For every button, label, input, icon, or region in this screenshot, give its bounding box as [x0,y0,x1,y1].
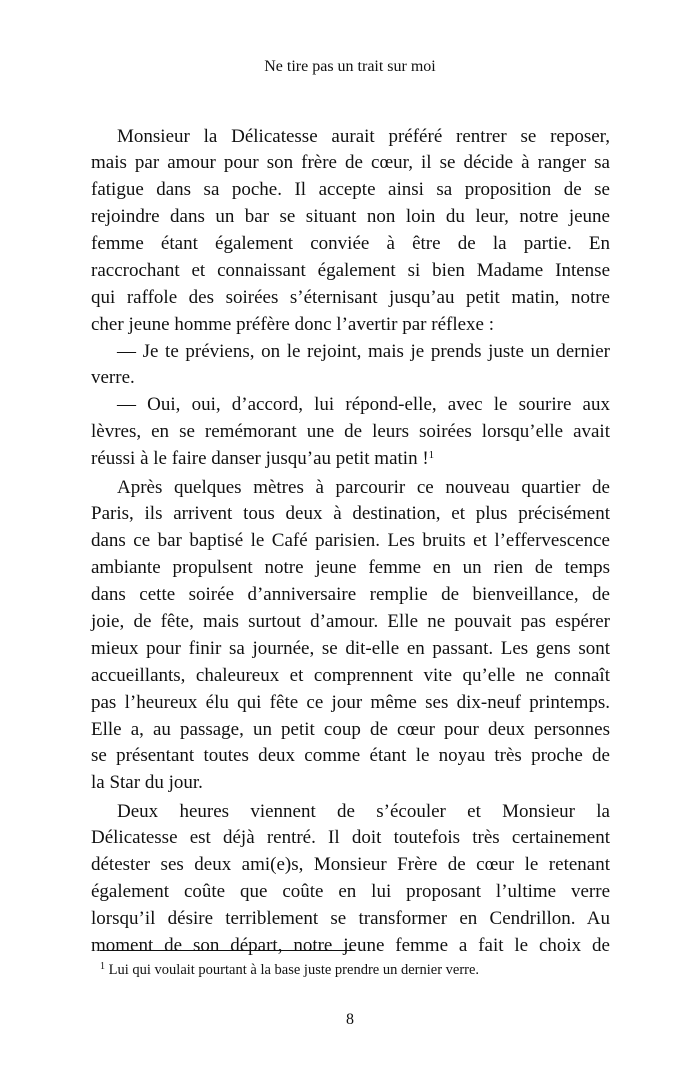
text-line-content: mieux pour finir sa journée, se dit-elle en passant. Les gens sont [91,637,610,659]
text-line [91,124,610,151]
text-line-content: ambiante propulsent notre jeune femme en un rien de temps [91,557,610,579]
text-line-content: femme étant également conviée à être de la partie. En [91,233,610,255]
text-line-content: lèvres, en se remémorant une de leurs soirées lorsqu’elle avait [91,421,610,443]
paragraph-3 [91,799,610,960]
running-header: Ne tire pas un trait sur moi [264,58,436,75]
text-line [91,501,610,528]
text-line [91,475,610,502]
text-line-content: également coûte que coûte en lui proposant l’ultime verre [91,881,610,903]
text-line-content: réussi à le faire danser jusqu’au petit matin ! [91,448,429,470]
text-line-content: fatigue dans sa poche. Il accepte ainsi sa proposition de se [91,179,610,201]
footnote-reference: 1 [428,449,435,462]
text-line-content: détester ses deux ami(e)s, Monsieur Frère de cœur le retenant [91,854,610,876]
text-line [91,528,610,555]
text-line-content: Elle a, au passage, un petit coup de cœur pour deux personnes [91,718,610,740]
footnote [100,962,479,979]
text-line-content: Paris, ils arrivent tous deux à destination, et plus précisément [91,503,610,525]
footnote-number: 1 [100,961,105,972]
text-line-content: Après quelques mètres à parcourir ce nouveau quartier de [117,476,610,498]
text-line-content: mais par amour pour son frère de cœur, il se décide à ranger sa [91,152,610,174]
text-line-content: joie, de fête, mais surtout d’amour. Elle ne pouvait pas espérer [91,610,610,632]
text-line-content: verre. [91,367,135,389]
text-line-content: la Star du jour. [91,772,203,794]
text-line [91,365,610,392]
text-line-content: rejoindre dans un bar se situant non loin du leur, notre jeune [91,206,610,228]
text-line [91,636,610,663]
text-line [91,852,610,879]
text-line [91,879,610,906]
text-line [91,690,610,717]
text-line-content: pas l’heureux élu qui fête ce jour même ses dix-neuf printemps. [91,691,610,713]
footnote-text: Lui qui voulait pourtant à la base juste prendre un dernier verre. [108,962,480,978]
text-line-content: qui raffole des soirées s’éternisant jusqu’au petit matin, notre [91,286,610,308]
text-line [91,419,610,446]
text-line [91,339,610,366]
text-line [91,150,610,177]
text-line [91,285,610,312]
text-line-content: dans ce bar baptisé le Café parisien. Les bruits et l’effervescence [91,530,610,552]
text-line [91,663,610,690]
paragraph-1 [91,124,610,339]
text-line-content: lorsqu’il désire terriblement se transformer en Cendrillon. Au [91,908,610,930]
text-line [91,825,610,852]
text-line [91,933,610,960]
text-line [91,717,610,744]
text-line-content: se présentant toutes deux comme étant le noyau très proche de [91,745,610,767]
text-line-content: moment de son départ, notre jeune femme a fait le choix de [91,934,610,956]
text-line [91,231,610,258]
text-line [91,204,610,231]
text-line [91,177,610,204]
text-line-content: — Oui, oui, d’accord, lui répond-elle, avec le sourire aux [117,394,610,416]
text-line [91,799,610,826]
text-line-content: raccrochant et connaissant également si bien Madame Intense [91,259,610,281]
footnote-separator [100,950,355,951]
paragraph-2 [91,475,610,798]
page-number: 8 [346,1011,354,1028]
text-line [91,906,610,933]
text-line-content: Deux heures viennent de s’écouler et Monsieur la [117,800,610,822]
text-line [91,258,610,285]
text-line-content: Délicatesse est déjà rentré. Il doit toutefois très certainement [91,827,610,849]
text-line [91,555,610,582]
text-line [91,770,610,797]
text-line-content: — Je te préviens, on le rejoint, mais je prends juste un dernier [117,340,610,362]
text-line [91,609,610,636]
dialogue-block [91,339,610,473]
text-line [91,582,610,609]
text-line-content: dans cette soirée d’anniversaire remplie de bienveillance, de [91,584,610,606]
text-line-content: cher jeune homme préfère donc l’avertir par réflexe : [91,313,494,335]
text-line-content: Monsieur la Délicatesse aurait préféré rentrer se reposer, [117,125,610,147]
text-line [91,743,610,770]
text-line-content: accueillants, chaleureux et comprennent vite qu’elle ne connaît [91,664,610,686]
text-line [91,446,610,473]
text-line [91,312,610,339]
text-line [91,392,610,419]
